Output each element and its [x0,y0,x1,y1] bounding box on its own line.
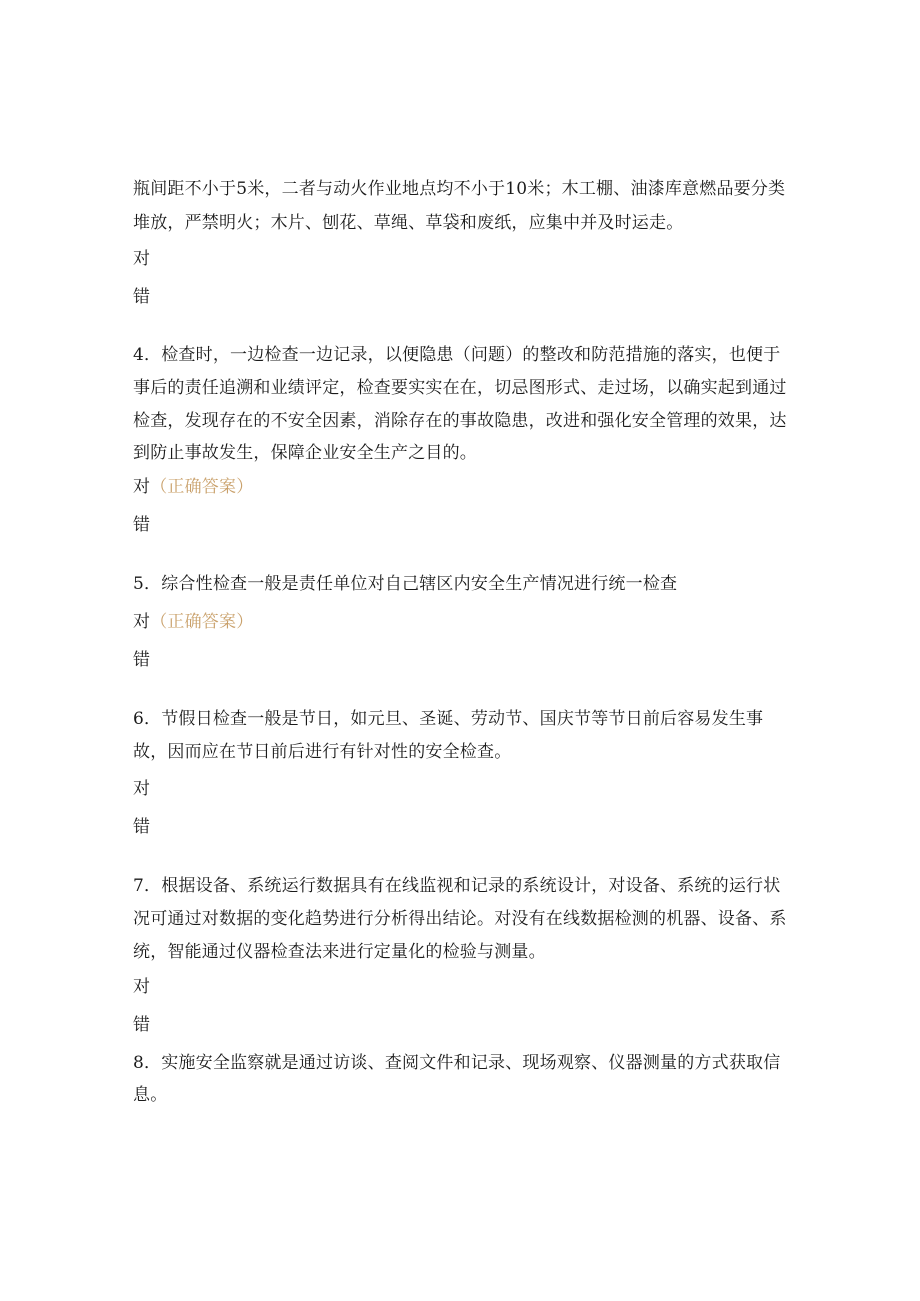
question-4-correct-answer-mark: （正确答案） [150,477,254,497]
question-8-line-1 [133,1051,780,1075]
question-4-number: 4 [133,345,145,365]
question-7-option-false[interactable]: 错 [133,1015,151,1035]
question-4-line-4: 到防止事故发生，保障企业安全生产之目的。 [133,443,477,463]
question-7-line-1 [133,874,780,898]
question-6-line-1 [133,707,763,731]
question-8-number: 8 [133,1053,145,1073]
question-6-option-true[interactable]: 对 [133,779,151,799]
question-8-line-2: 息。 [133,1085,168,1105]
prev-option-false[interactable]: 错 [133,287,151,307]
question-5-option-false[interactable]: 错 [133,650,151,670]
question-4-text-1: 检查时，一边检查一边记录，以便隐患（问题）的整改和防范措施的落实，也便于 [161,345,781,365]
question-4-option-true[interactable] [133,475,253,499]
question-5-number: 5 [133,574,145,594]
question-7-separator: ． [144,876,162,896]
question-4-separator: ． [144,345,162,365]
question-4-line-3: 检查，发现存在的不安全因素，消除存在的事故隐患，改进和强化安全管理的效果，达 [133,411,787,431]
question-4-line-1 [133,343,780,367]
question-7-line-2: 况可通过对数据的变化趋势进行分析得出结论。对没有在线数据检测的机器、设备、系 [133,909,787,929]
question-7-option-true[interactable]: 对 [133,977,151,997]
prev-option-true[interactable]: 对 [133,249,151,269]
question-6-line-2: 故，因而应在节日前后进行有针对性的安全检查。 [133,742,512,762]
question-7-number: 7 [133,876,145,896]
question-5-line-1 [133,572,677,596]
question-5-text-1: 综合性检查一般是责任单位对自己辖区内安全生产情况进行统一检查 [161,574,678,594]
prev-question-line-2: 堆放，严禁明火；木片、刨花、草绳、草袋和废纸，应集中并及时运走。 [133,213,684,233]
question-4-line-2: 事后的责任追溯和业绩评定，检查要实实在在，切忌图形式、走过场，以确实起到通过 [133,378,787,398]
question-7-text-1: 根据设备、系统运行数据具有在线监视和记录的系统设计，对设备、系统的运行状 [161,876,781,896]
question-7-line-3: 统，智能通过仪器检查法来进行定量化的检验与测量。 [133,942,546,962]
question-6-separator: ． [144,709,162,729]
question-8-separator: ． [144,1053,162,1073]
prev-question-line-1: 瓶间距不小于5米，二者与动火作业地点均不小于10米；木工棚、油漆库意燃品要分类 [133,179,786,199]
question-8-text-1: 实施安全监察就是通过访谈、查阅文件和记录、现场观察、仪器测量的方式获取信 [161,1053,781,1073]
question-5-option-true-label: 对 [133,612,151,632]
question-5-correct-answer-mark: （正确答案） [150,612,254,632]
question-5-separator: ． [144,574,162,594]
question-6-option-false[interactable]: 错 [133,817,151,837]
question-6-number: 6 [133,709,145,729]
question-6-text-1: 节假日检查一般是节日，如元旦、圣诞、劳动节、国庆节等节日前后容易发生事 [161,709,764,729]
question-5-option-true[interactable] [133,610,253,634]
question-4-option-false[interactable]: 错 [133,515,151,535]
question-4-option-true-label: 对 [133,477,151,497]
